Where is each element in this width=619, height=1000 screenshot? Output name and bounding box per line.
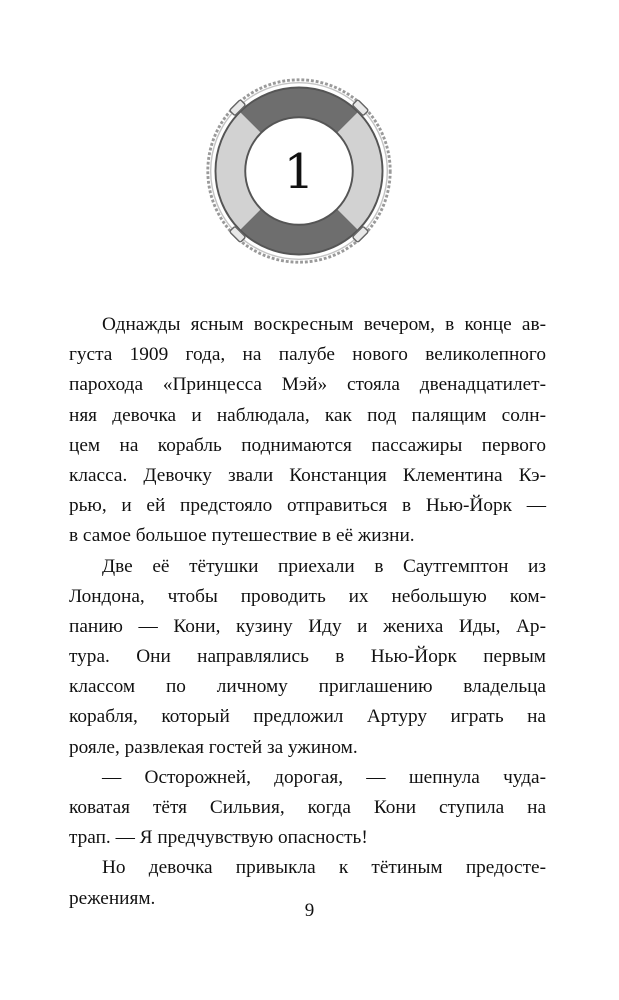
text-line: в самое большое путешествие в её жизни. [69, 525, 415, 547]
text-line: рью, и ей предстояло отправиться в Нью-Йорк — [69, 495, 546, 517]
text-line: Но девочка привыкла к тётиным предосте- [102, 857, 546, 879]
text-line: Две её тётушки приехали в Саутгемптон из [102, 555, 546, 577]
text-line: режениям. [69, 887, 156, 909]
text-line: цем на корабль поднимаются пассажиры первого [69, 434, 546, 456]
text-line: панию — Кони, кузину Иду и жениха Иды, Ар- [69, 615, 546, 637]
text-line: Однажды ясным воскресным вечером, в конце ав- [102, 314, 546, 335]
text-line: тура. Они направлялись в Нью-Йорк первым [69, 646, 546, 668]
text-line: коватая тётя Сильвия, когда Кони ступила на [69, 797, 546, 818]
text-line: густа 1909 года, на палубе нового великолепного [69, 344, 546, 366]
page-number: 9 [304, 900, 315, 921]
text-line: трап. — Я предчувствую опасность! [69, 827, 368, 849]
text-line: класса. Девочку звали Констанция Клементина Кэ- [69, 464, 546, 486]
chapter-text [69, 310, 546, 914]
chapter-emblem [203, 75, 395, 267]
text-line: рояле, развлекая гостей за ужином. [69, 736, 358, 758]
text-line: корабля, который предложил Артуру играть на [69, 706, 546, 728]
text-line: классом по личному приглашению владельца [69, 676, 546, 698]
text-line: Лондона, чтобы проводить их небольшую ком- [69, 585, 546, 607]
chapter-number: 1 [283, 144, 315, 200]
text-line: парохода «Принцесса Мэй» стояла двенадцатилет- [69, 374, 546, 396]
text-line: — Осторожней, дорогая, — шепнула чуда- [102, 766, 546, 788]
text-line: няя девочка и наблюдала, как под палящим солн- [69, 404, 546, 426]
